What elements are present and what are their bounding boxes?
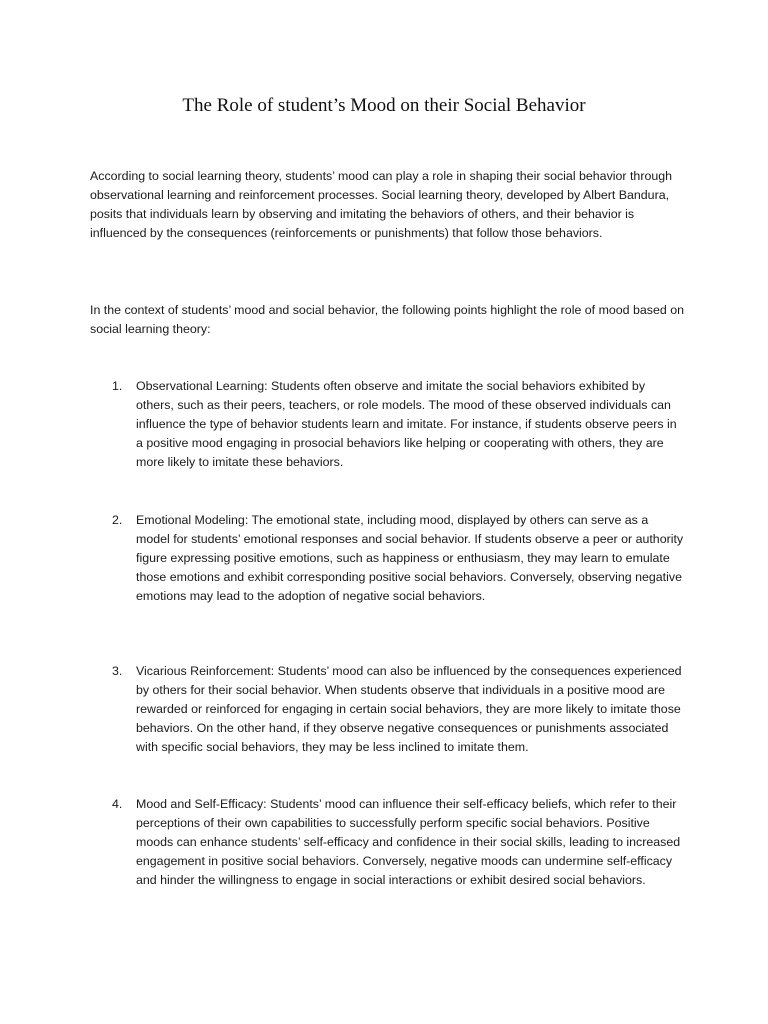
list-item-number: 3. — [112, 664, 123, 678]
list-item-text: Emotional Modeling: The emotional state, including mood, displayed by others can serve as a model for students’ emotional responses and social behavior. If students observe a peer or authority figure expressing positive emotions, such as happiness or enthusiasm, they may learn to emulate those emotions and exhibit corresponding positive social behaviors. Conversely, observing negative emotions may lead to the adoption of negative social behaviors. — [136, 513, 684, 603]
list-item-number: 4. — [112, 797, 123, 811]
context-paragraph: In the context of students’ mood and social behavior, the following points highlight the role of mood based on social learning theory: — [90, 303, 684, 336]
list-item-number: 2. — [112, 513, 123, 527]
document-title: The Role of student’s Mood on their Social Behavior — [182, 95, 586, 116]
list-item-number: 1. — [112, 379, 123, 393]
list-item-text: Mood and Self-Efficacy: Students’ mood can influence their self-efficacy beliefs, which refer to their perceptions of their own capabilities to successfully perform specific social behaviors. Positive moods can enhance students’ self-efficacy and confidence in their social skills, leading to increased engagement in positive social behaviors. Conversely, negative moods can undermine self-efficacy and hinder the willingness to engage in social interactions or exhibit desired social behaviors. — [136, 797, 681, 887]
intro-paragraph: According to social learning theory, students’ mood can play a role in shaping their social behavior through observational learning and reinforcement processes. Social learning theory, developed by Albert Bandura, posits that individuals learn by observing and imitating the behaviors of others, and their behavior is influenced by the consequences (reinforcements or punishments) that follow those behaviors. — [90, 169, 673, 240]
list-item-text: Observational Learning: Students often observe and imitate the social behaviors exhibited by others, such as their peers, teachers, or role models. The mood of these observed individuals can influence the type of behavior students learn and imitate. For instance, if students observe peers in a positive mood engaging in prosocial behaviors like helping or cooperating with others, they are more likely to imitate these behaviors. — [136, 379, 677, 469]
list-item-text: Vicarious Reinforcement: Students’ mood can also be influenced by the consequences experienced by others for their social behavior. When students observe that individuals in a positive mood are rewarded or reinforced for engaging in certain social behaviors, they are more likely to imitate those behaviors. On the other hand, if they observe negative consequences or punishments associated with specific social behaviors, they may be less inclined to imitate them. — [136, 664, 682, 754]
